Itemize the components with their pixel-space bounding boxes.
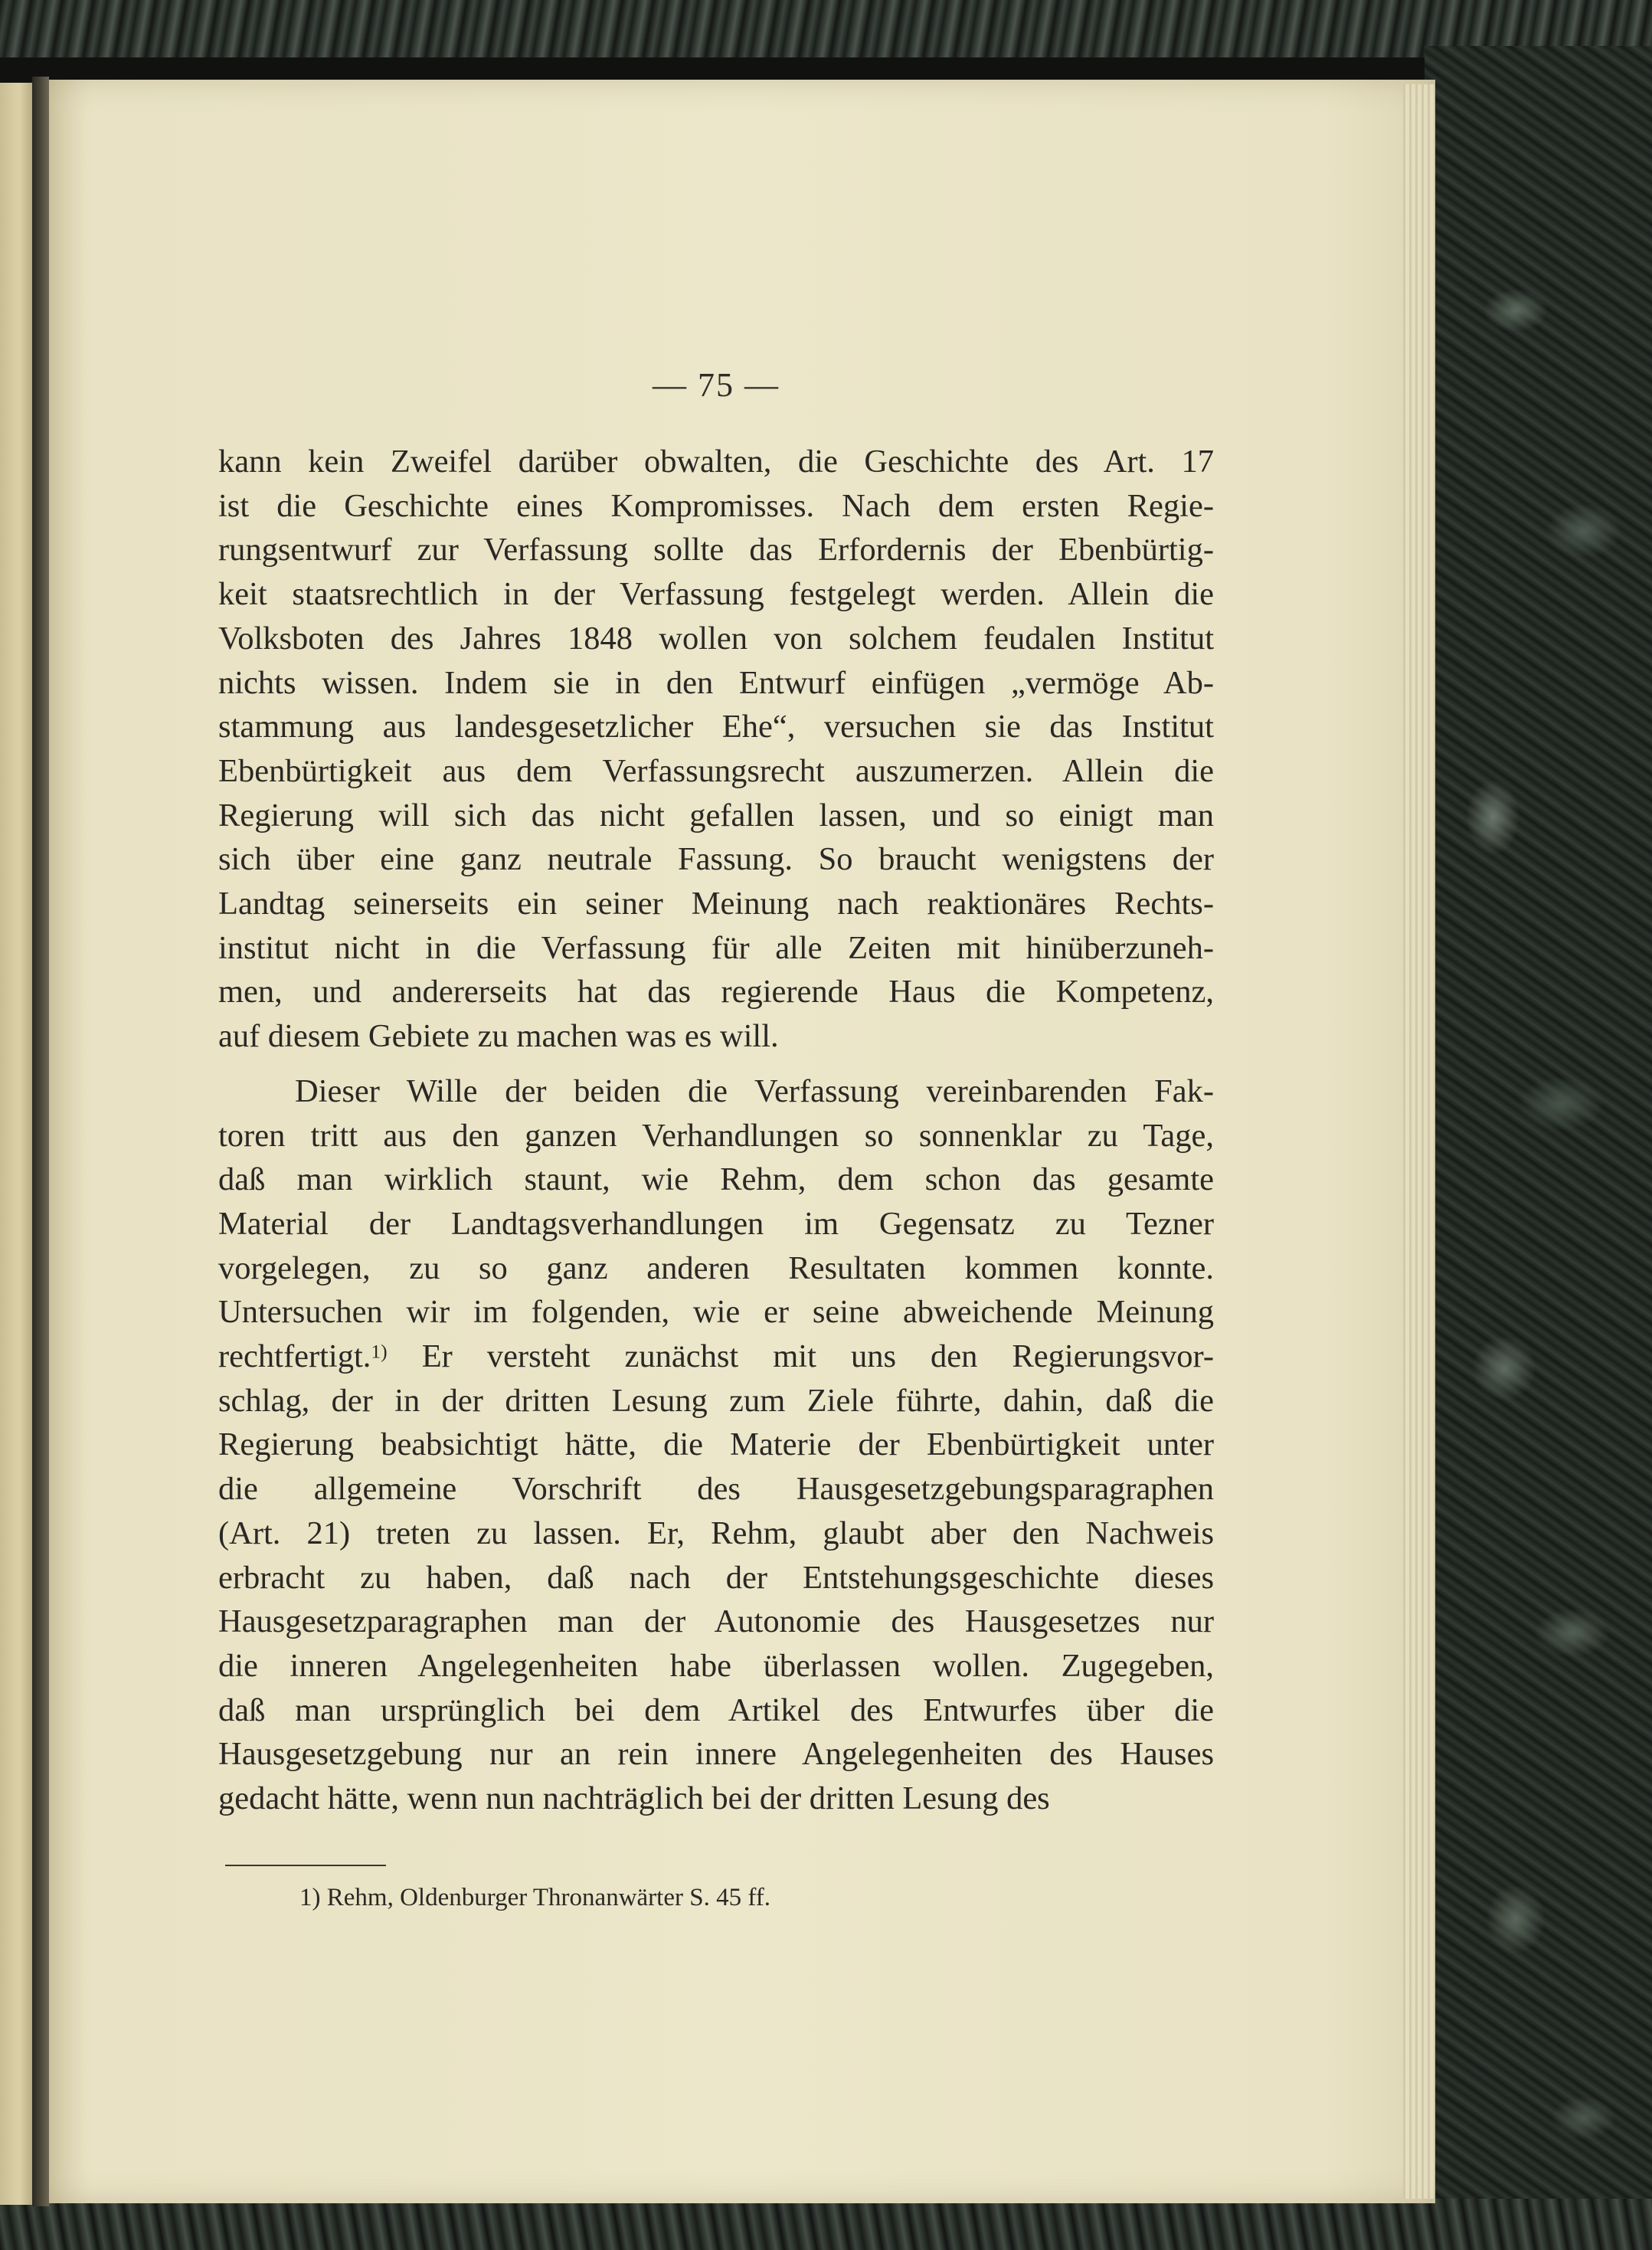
footnote-reference[interactable]: 1) — [371, 1340, 388, 1363]
footnote-divider — [225, 1865, 386, 1866]
text-line: Material der Landtagsverhandlungen im Gegensatz zu Tezner — [218, 1205, 1214, 1242]
text-line: nichts wissen. Indem sie in den Entwurf einfügen „vermöge Ab- — [218, 664, 1214, 701]
text-fragment: rechtfertigt. — [218, 1338, 371, 1375]
footnote: 1) Rehm, Oldenburger Thronanwärter S. 45 ff. — [299, 1884, 770, 1911]
facing-page-edge — [0, 83, 32, 2205]
marbled-cover-bottom — [0, 2199, 1652, 2250]
text-line: sich über eine ganz neutrale Fassung. So braucht wenigstens der — [218, 841, 1214, 878]
text-line: toren tritt aus den ganzen Verhandlungen so sonnenklar zu Tage, — [218, 1117, 1214, 1154]
text-line: men, und andererseits hat das regierende Haus die Kompetenz, — [218, 974, 1214, 1010]
text-line: stammung aus landesgesetzlicher Ehe“, versuchen sie das Institut — [218, 709, 1214, 745]
text-line: daß man wirklich staunt, wie Rehm, dem schon das gesamte — [218, 1161, 1214, 1198]
text-line: die inneren Angelegenheiten habe überlassen wollen. Zugegeben, — [218, 1647, 1214, 1684]
text-line: Hausgesetzparagraphen man der Autonomie des Hausgesetzes nur — [218, 1603, 1214, 1640]
text-line: gedacht hätte, wenn nun nachträglich bei der dritten Lesung des — [218, 1780, 1050, 1817]
text-line: Regierung will sich das nicht gefallen lassen, und so einigt man — [218, 797, 1214, 834]
book-page — [49, 80, 1435, 2203]
text-line: (Art. 21) treten zu lassen. Er, Rehm, glaubt aber den Nachweis — [218, 1515, 1214, 1551]
marbled-cover-right — [1425, 46, 1652, 2250]
text-line-with-footnote — [218, 1335, 1214, 1379]
text-line: rungsentwurf zur Verfassung sollte das Erfordernis der Ebenbürtig- — [218, 532, 1214, 568]
page-number: — 75 — — [653, 366, 780, 404]
text-line: Landtag seinerseits ein seiner Meinung nach reaktionäres Rechts- — [218, 886, 1214, 922]
text-line: Ebenbürtigkeit aus dem Verfassungsrecht auszumerzen. Allein die — [218, 752, 1214, 789]
text-line: Volksboten des Jahres 1848 wollen von solchem feudalen Institut — [218, 620, 1214, 657]
text-line: schlag, der in der dritten Lesung zum Ziele führte, dahin, daß die — [218, 1382, 1214, 1419]
page-text — [218, 366, 1214, 1821]
text-line: vorgelegen, zu so ganz anderen Resultaten kommen konnte. — [218, 1249, 1214, 1286]
text-line: kann kein Zweifel darüber obwalten, die Geschichte des Art. 17 — [218, 444, 1214, 480]
text-line: daß man ursprünglich bei dem Artikel des Entwurfes über die — [218, 1692, 1214, 1728]
text-line: die allgemeine Vorschrift des Hausgesetzgebungsparagraphen — [218, 1471, 1214, 1508]
text-line: auf diesem Gebiete zu machen was es will. — [218, 1018, 779, 1055]
marbled-cover-top — [0, 0, 1652, 57]
paragraph-1 — [218, 440, 1214, 1059]
paragraph-2 — [218, 1069, 1214, 1821]
text-line: institut nicht in die Verfassung für alle Zeiten mit hinüberzuneh- — [218, 929, 1214, 966]
text-line: ist die Geschichte eines Kompromisses. Nach dem ersten Regie- — [218, 487, 1214, 524]
book-gutter — [32, 77, 49, 2206]
page-edges — [1403, 84, 1434, 2199]
text-line: keit staatsrechtlich in der Verfassung festgelegt werden. Allein die — [218, 576, 1214, 613]
text-line: Regierung beabsichtigt hätte, die Materie der Ebenbürtigkeit unter — [218, 1426, 1214, 1463]
text-line: Hausgesetzgebung nur an rein innere Angelegenheiten des Hauses — [218, 1736, 1214, 1773]
text-line: Dieser Wille der beiden die Verfassung vereinbarenden Fak- — [295, 1073, 1214, 1109]
text-fragment: Er versteht zunächst mit uns den Regierungsvor- — [387, 1338, 1214, 1375]
text-line: erbracht zu haben, daß nach der Entstehungsgeschichte dieses — [218, 1559, 1214, 1596]
text-line: Untersuchen wir im folgenden, wie er seine abweichende Meinung — [218, 1294, 1214, 1331]
